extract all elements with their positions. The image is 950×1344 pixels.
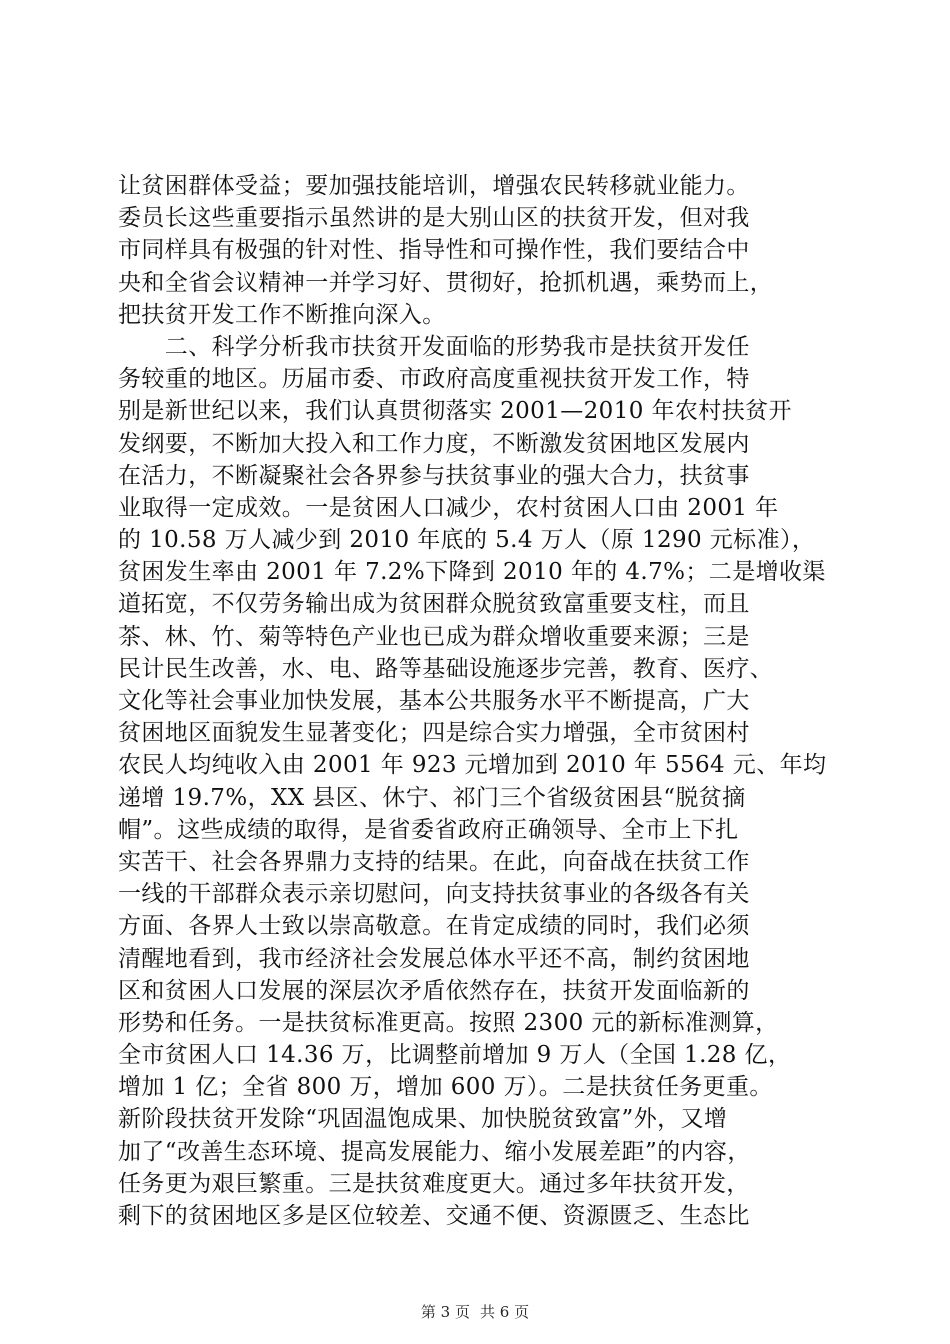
text-line: 发纲要，不断加大投入和工作力度，不断激发贫困地区发展内 — [118, 430, 750, 457]
text-line: 加了“改善生态环境、提高发展能力、缩小发展差距”的内容， — [118, 1138, 751, 1165]
text-line: 形势和任务。一是扶贫标准更高。按照 2300 元的新标准测算， — [118, 1009, 779, 1036]
text-line: 把扶贫开发工作不断推向深入。 — [118, 301, 446, 328]
text-line: 道拓宽，不仅劳务输出成为贫困群众脱贫致富重要支柱，而且 — [118, 591, 750, 618]
text-line: 农民人均纯收入由 2001 年 923 元增加到 2010 年 5564 元、年均 — [118, 752, 827, 779]
text-line: 新阶段扶贫开发除“巩固温饱成果、加快脱贫致富”外，又增 — [118, 1106, 728, 1133]
text-line: 贫困地区面貌发生显著变化；四是综合实力增强，全市贫困村 — [118, 720, 750, 747]
text-line: 方面、各界人士致以崇高敬意。在肯定成绩的同时，我们必须 — [118, 913, 750, 940]
text-line: 别是新世纪以来，我们认真贯彻落实 2001—2010 年农村扶贫开 — [118, 398, 792, 425]
text-line: 实苦干、社会各界鼎力支持的结果。在此，向奋战在扶贫工作 — [118, 848, 750, 875]
text-line: 市同样具有极强的针对性、指导性和可操作性，我们要结合中 — [118, 237, 750, 264]
page-number: 第 3 页 — [420, 1303, 470, 1321]
text-line: 文化等社会事业加快发展，基本公共服务水平不断提高，广大 — [118, 688, 750, 714]
text-line: 剩下的贫困地区多是区位较差、交通不便、资源匮乏、生态比 — [118, 1203, 750, 1229]
text-line: 的 10.58 万人减少到 2010 年底的 5.4 万人（原 1290 元标准）， — [118, 527, 816, 554]
page-total: 共 6 页 — [480, 1303, 530, 1321]
text-line: 在活力，不断凝聚社会各界参与扶贫事业的强大合力，扶贫事 — [118, 462, 750, 489]
text-line: 央和全省会议精神一并学习好、贯彻好，抢抓机遇，乘势而上， — [118, 269, 774, 296]
text-line: 二、科学分析我市扶贫开发面临的形势我市是扶贫开发任 — [118, 333, 750, 360]
text-line: 让贫困群体受益；要加强技能培训，增强农民转移就业能力。 — [118, 173, 750, 199]
text-line: 业取得一定成效。一是贫困人口减少，农村贫困人口由 2001 年 — [118, 494, 779, 521]
page-footer — [0, 1302, 950, 1322]
text-line: 贫困发生率由 2001 年 7.2%下降到 2010 年的 4.7%；二是增收渠 — [118, 559, 826, 586]
text-line: 区和贫困人口发展的深层次矛盾依然存在，扶贫开发面临新的 — [118, 977, 750, 1004]
text-line: 全市贫困人口 14.36 万，比调整前增加 9 万人（全国 1.28 亿， — [118, 1042, 792, 1069]
text-line: 务较重的地区。历届市委、市政府高度重视扶贫开发工作，特 — [118, 366, 750, 393]
text-line: 任务更为艰巨繁重。三是扶贫难度更大。通过多年扶贫开发， — [118, 1170, 750, 1197]
text-line: 委员长这些重要指示虽然讲的是大别山区的扶贫开发，但对我 — [118, 205, 750, 232]
document-body — [118, 170, 838, 1232]
text-line: 民计民生改善，水、电、路等基础设施逐步完善，教育、医疗、 — [118, 655, 774, 682]
text-line: 清醒地看到，我市经济社会发展总体水平还不高，制约贫困地 — [118, 945, 750, 972]
text-line: 递增 19.7%，XX 县区、休宁、祁门三个省级贫困县“脱贫摘 — [118, 784, 746, 811]
text-line: 茶、林、竹、菊等特色产业也已成为群众增收重要来源；三是 — [118, 623, 750, 650]
text-line: 一线的干部群众表示亲切慰问，向支持扶贫事业的各级各有关 — [118, 881, 750, 908]
text-line: 增加 1 亿；全省 800 万，增加 600 万）。二是扶贫任务更重。 — [118, 1074, 773, 1101]
text-line: 帽”。这些成绩的取得，是省委省政府正确领导、全市上下扎 — [118, 816, 739, 843]
